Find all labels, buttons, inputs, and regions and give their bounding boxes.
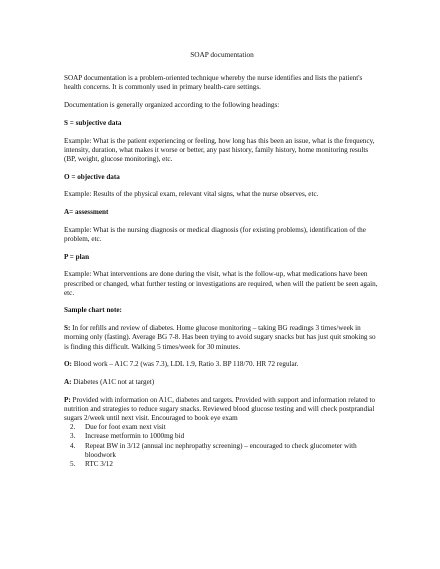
sample-plan <box>64 396 380 424</box>
section-example-objective: Example: Results of the physical exam, relevant vital signs, what the nurse observes, etc. <box>64 190 319 199</box>
list-item-number: 4. <box>70 441 76 450</box>
intro-paragraph: SOAP documentation is a problem-oriented technique whereby the nurse identifies and lists the patient's health concerns. It is commonly used in primary health-care settings. <box>64 74 363 92</box>
section-example-plan: Example: What interventions are done during the visit, what is the follow-up, what medications have been prescribed or changed, what further testing or investigations are required, when will the patient be seen again, etc. <box>64 270 378 297</box>
list-item-number: 2. <box>70 423 76 432</box>
section-example-assessment: Example: What is the nursing diagnosis or medical diagnosis (for existing problems), identification of the problem, etc. <box>64 225 366 243</box>
sample-s-text: In for refills and review of diabetes. Home glucose monitoring – taking BG readings 3 times/week in morning only (fasting). Average BG 7-8. Has been trying to avoid sugary snacks but has just quit smoking so is finding this difficult. Walking 5 times/week for 30 minutes. <box>64 324 376 351</box>
section-example-subjective: Example: What is the patient experiencing or feeling, how long has this been an issue, what is the frequency, intensity, duration, what makes it worse or better, any past history, family history, home monitoring results (BP, weight, glucose monitoring), etc. <box>64 136 375 163</box>
list-item <box>64 423 380 432</box>
list-item <box>64 460 380 469</box>
sample-a-label: A: <box>64 377 72 386</box>
sample-s-label: S: <box>64 324 71 333</box>
sample-p-text: Provided with information on A1C, diabetes and targets. Provided with support and information related to nutrition and strategies to reduce sugary snacks. Reviewed blood glucose testing and will check postprandial sugars 2/week until next visit. Encouraged to book eye exam <box>64 395 376 423</box>
plan-list <box>64 423 380 469</box>
list-item <box>64 432 380 441</box>
sample-objective <box>64 360 380 369</box>
document-title: SOAP documentation <box>190 50 254 59</box>
sample-o-label: O: <box>64 360 72 369</box>
section-heading-objective: O = objective data <box>64 172 120 181</box>
list-item-number: 3. <box>70 432 76 441</box>
organized-paragraph: Documentation is generally organized according to the following headings: <box>64 101 280 110</box>
list-item <box>64 442 380 460</box>
list-item-text: Increase metformin to 1000mg bid <box>85 432 185 441</box>
list-item-text: Repeat BW in 3/12 (annual inc nephropathy screening) – encouraged to check glucometer with bloodwork <box>85 441 357 459</box>
sample-chart-heading: Sample chart note: <box>64 306 122 315</box>
sample-p-label: P: <box>64 395 71 404</box>
sample-a-text: Diabetes (A1C not at target) <box>71 377 155 386</box>
sample-assessment <box>64 378 380 387</box>
sample-subjective <box>64 324 380 352</box>
section-heading-assessment: A= assessment <box>64 208 109 217</box>
section-heading-subjective: S = subjective data <box>64 118 122 127</box>
list-item-number: 5. <box>70 460 76 469</box>
list-item-text: Due for foot exam next visit <box>85 423 166 432</box>
sample-o-text: Blood work – A1C 7.2 (was 7.3), LDL 1.9, Ratio 3. BP 118/70. HR 72 regular. <box>71 360 299 369</box>
list-item-text: RTC 3/12 <box>85 460 113 469</box>
section-heading-plan: P = plan <box>64 252 90 261</box>
